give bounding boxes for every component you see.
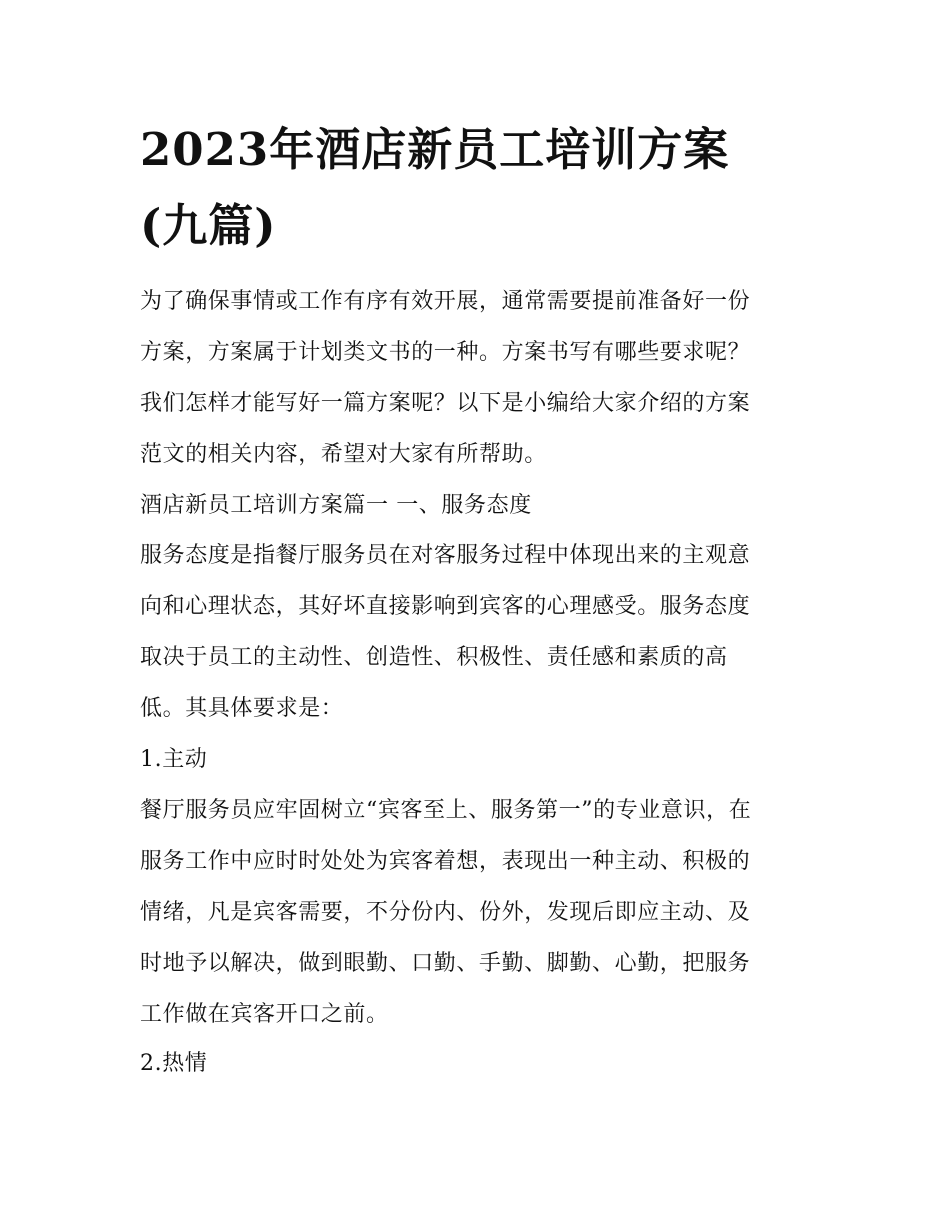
paragraph-line: 取决于员工的主动性、创造性、积极性、责任感和素质的高 [140, 645, 728, 670]
paragraph-line: 为了确保事情或工作有序有效开展，通常需要提前准备好一份 [140, 289, 751, 314]
paragraph-line: 向和心理状态，其好坏直接影响到宾客的心理感受。服务态度 [140, 594, 751, 619]
service-attitude-paragraph [140, 530, 820, 734]
paragraph-line: 低。其具体要求是： [140, 696, 344, 721]
title-line: 2023年酒店新员工培训方案 [140, 123, 730, 176]
document-title [140, 112, 820, 264]
paragraph-line: 服务工作中应时时处处为宾客着想，表现出一种主动、积极的 [140, 849, 751, 874]
paragraph-line: 服务态度是指餐厅服务员在对客服务过程中体现出来的主观意 [140, 543, 751, 568]
item-heading-text: 1.主动 [140, 747, 208, 772]
section-heading-text: 酒店新员工培训方案篇一 一、服务态度 [140, 493, 532, 518]
item1-paragraph [140, 785, 820, 1040]
item1-heading [140, 734, 820, 785]
section-heading [140, 480, 820, 531]
title-line: (九篇) [140, 199, 277, 252]
paragraph-line: 时地予以解决，做到眼勤、口勤、手勤、脚勤、心勤，把服务 [140, 951, 751, 976]
paragraph-line: 餐厅服务员应牢固树立“宾客至上、服务第一”的专业意识，在 [140, 798, 752, 823]
intro-paragraph [140, 276, 820, 480]
item2-heading [140, 1038, 820, 1089]
item-heading-text: 2.热情 [140, 1051, 208, 1076]
paragraph-line: 方案，方案属于计划类文书的一种。方案书写有哪些要求呢？ [140, 340, 751, 365]
paragraph-line: 我们怎样才能写好一篇方案呢？以下是小编给大家介绍的方案 [140, 391, 751, 416]
paragraph-line: 情绪，凡是宾客需要，不分份内、份外，发现后即应主动、及 [140, 900, 751, 925]
paragraph-line: 范文的相关内容，希望对大家有所帮助。 [140, 442, 547, 467]
paragraph-line: 工作做在宾客开口之前。 [140, 1002, 389, 1027]
